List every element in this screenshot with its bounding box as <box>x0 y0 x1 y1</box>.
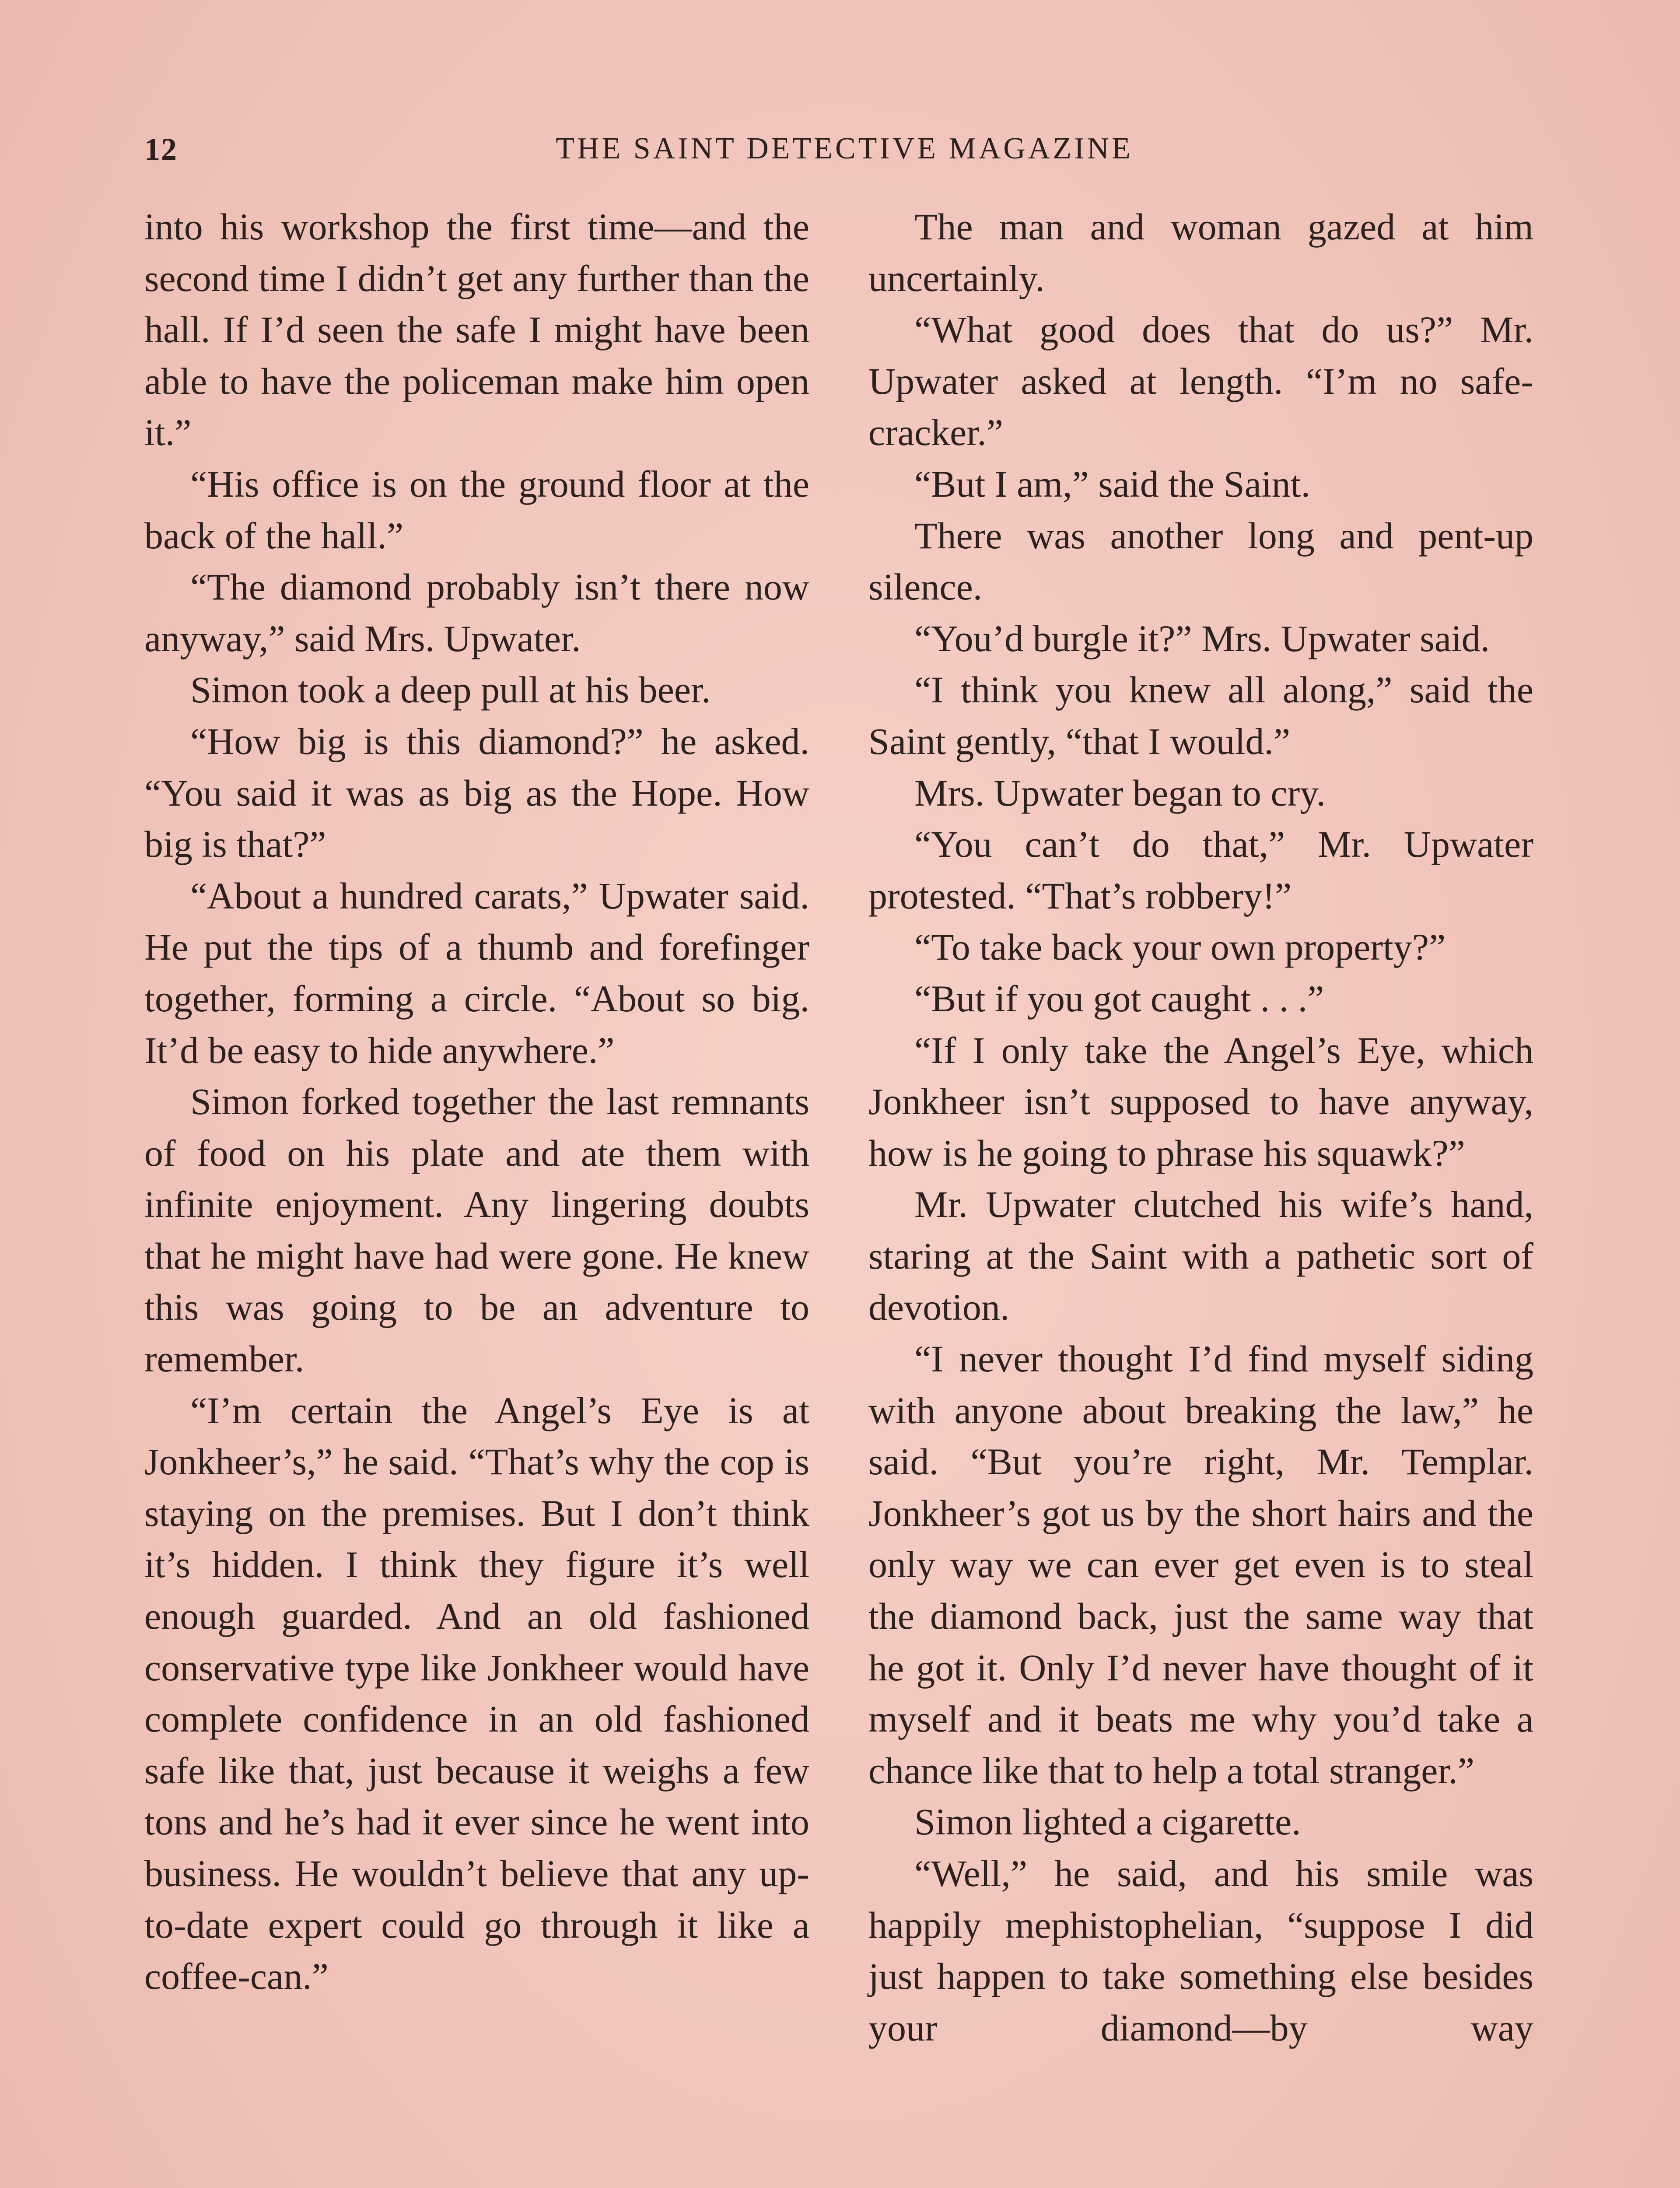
paragraph: Simon forked together the last remnants of food on his plate and ate them with infinite enjoyment. Any lingering doubts that he might have had were gone. He knew this was going to be an adventure to remember. <box>144 1080 809 1380</box>
paragraph: “You can’t do that,” Mr. Upwater protested. “That’s robbery!” <box>868 823 1533 917</box>
paragraph: Simon lighted a cigarette. <box>914 1801 1301 1843</box>
right-column <box>868 201 1533 2054</box>
paragraph: “But I am,” said the Saint. <box>914 463 1311 505</box>
left-column <box>144 201 809 2002</box>
paragraph: “I think you knew all along,” said the Saint gently, “that I would.” <box>868 669 1533 762</box>
paragraph: “Well,” he said, and his smile was happily mephistophelian, “suppose I did just happen to take something else besides your diamond—by way <box>868 1852 1533 2049</box>
paragraph: Simon took a deep pull at his beer. <box>190 669 711 711</box>
paragraph: “I never thought I’d find myself siding with anyone about breaking the law,” he said. “But you’re right, Mr. Templar. Jonkheer’s got us by the short hairs and the only way we can ever get even is to steal the diamond back, just the same way that he got it. Only I’d never have thought of it myself and it beats me why you’d take a chance like that to help a total stranger.” <box>868 1338 1533 1792</box>
paragraph: “What good does that do us?” Mr. Upwater asked at length. “I’m no safe-cracker.” <box>868 309 1533 454</box>
paragraph: Mrs. Upwater began to cry. <box>914 771 1326 814</box>
paragraph: “You’d burgle it?” Mrs. Upwater said. <box>914 617 1490 659</box>
paragraph: “To take back your own property?” <box>914 926 1446 968</box>
paragraph: “About a hundred carats,” Upwater said. He put the tips of a thumb and forefinger together, forming a circle. “About so big. It’d be easy to hide anywhere.” <box>144 874 809 1071</box>
page-number: 12 <box>144 132 178 167</box>
paragraph: There was another long and pent-up silence. <box>868 514 1533 608</box>
page-header <box>144 131 1544 179</box>
paragraph: “His office is on the ground floor at the back of the hall.” <box>144 463 809 557</box>
running-head: THE SAINT DETECTIVE MAGAZINE <box>556 132 1133 165</box>
paragraph: “But if you got caught . . .” <box>914 977 1324 1020</box>
paragraph: “I’m certain the Angel’s Eye is at Jonkheer’s,” he said. “That’s why the cop is staying on the premises. But I don’t think it’s hidden. I think they figure it’s well enough guarded. And an old fashioned conservative type like Jonkheer would have complete confidence in an old fashioned safe like that, just because it weighs a few tons and he’s had it ever since he went into business. He wouldn’t believe that any up-to-date expert could go through it like a coffee-can.” <box>144 1389 809 1998</box>
paragraph: The man and woman gazed at him uncertainly. <box>868 206 1533 299</box>
paragraph: into his workshop the first time—and the second time I didn’t get any further than the hall. If I’d seen the safe I might have been able to have the policeman make him open it.” <box>144 206 809 454</box>
paragraph: Mr. Upwater clutched his wife’s hand, staring at the Saint with a pathetic sort of devotion. <box>868 1183 1533 1329</box>
paragraph: “How big is this diamond?” he asked. “You said it was as big as the Hope. How big is that?” <box>144 720 809 866</box>
paragraph: “The diamond probably isn’t there now anyway,” said Mrs. Upwater. <box>144 566 809 659</box>
paragraph: “If I only take the Angel’s Eye, which Jonkheer isn’t supposed to have anyway, how is he going to phrase his squawk?” <box>868 1029 1533 1174</box>
